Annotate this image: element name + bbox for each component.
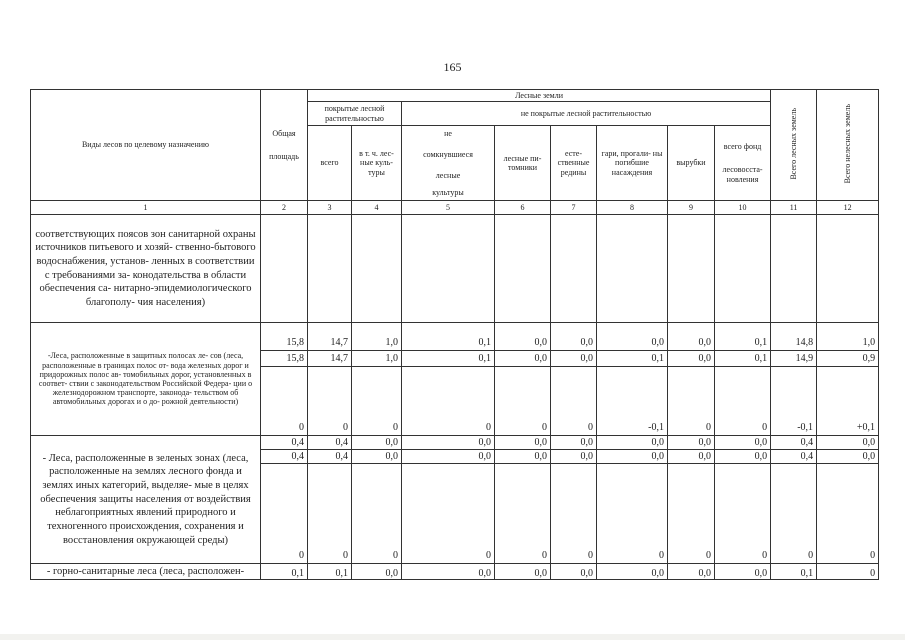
value: 0,0	[551, 436, 596, 450]
value: 0,4	[771, 436, 816, 450]
value: 0,0	[597, 564, 668, 580]
column-number: 5	[402, 201, 495, 215]
value: -0,1	[797, 422, 814, 433]
forest-lands-table	[30, 89, 879, 580]
value: 0,0	[817, 436, 878, 450]
value: 0,0	[495, 450, 550, 464]
value: 0	[393, 422, 398, 433]
value-cell	[715, 436, 771, 564]
row-description: - горно-санитарные леса (леса, расположен-	[31, 564, 261, 580]
value: 0,0	[715, 450, 770, 464]
table-cell	[597, 215, 668, 323]
value: 0	[588, 422, 593, 433]
value-cell	[261, 436, 308, 564]
value: 0,0	[352, 564, 402, 580]
value-cell	[817, 436, 879, 564]
value: 0	[659, 550, 664, 561]
value: 0	[706, 550, 711, 561]
value-cell	[308, 323, 352, 436]
header-not-covered: не покрытые лесной растительностью	[402, 102, 771, 126]
value: 0	[808, 550, 814, 561]
value: 0,4	[308, 436, 351, 450]
page-number: 165	[443, 60, 462, 74]
value: 0	[299, 550, 304, 561]
column-number: 6	[495, 201, 551, 215]
value-cell	[352, 436, 402, 564]
column-number: 12	[817, 201, 879, 215]
value: 0	[343, 422, 348, 433]
table-row	[31, 436, 879, 564]
table-cell	[402, 215, 495, 323]
column-number: 8	[597, 201, 668, 215]
value: 1,0	[352, 351, 401, 367]
column-number: 10	[715, 201, 771, 215]
value-cell	[352, 323, 402, 436]
value: 0,0	[668, 436, 714, 450]
table-cell	[308, 215, 352, 323]
value: 0	[588, 550, 593, 561]
value: 0,0	[352, 436, 401, 450]
value: 0,1	[771, 564, 817, 580]
value: 0	[486, 550, 491, 561]
value-cell	[261, 323, 308, 436]
header-area-line2: площадь	[269, 152, 299, 161]
row-description: -Леса, расположенные в защитных полосах ле- сов (леса, расположенные в границах полос от- вода железных дорог и придорожных полос ав- томобильных дорог, установленных в соответ- ствии с законодательством Российской Федера- ции о железнодорожном транспорте, законода- тельством об автомобильных дорогах и о до- рожной деятельности)	[31, 323, 261, 436]
value: 0	[762, 550, 768, 561]
header-nurseries: лесные пи- томники	[495, 126, 551, 201]
table-cell	[771, 215, 817, 323]
page-edge	[0, 634, 905, 640]
value: 0,0	[495, 436, 550, 450]
value-cell	[551, 436, 597, 564]
value: 0	[486, 422, 491, 433]
value-cell	[668, 323, 715, 436]
table-cell	[261, 215, 308, 323]
table-cell	[551, 215, 597, 323]
column-number: 4	[352, 201, 402, 215]
value: 0,0	[668, 450, 714, 464]
value: 0,1	[597, 351, 667, 367]
value: 0	[762, 422, 768, 433]
value: +0,1	[856, 422, 876, 433]
header-not-closed-3: лесные	[435, 171, 461, 180]
header-natural-gaps: есте- ственные редины	[551, 126, 597, 201]
row-description: соответствующих поясов зон санитарной охраны источников питьевого и хозяй- ственно-бытового водоснабжения, установ- ленных в соответствии с требованиями за- конодательства в области обеспечения са- нитарно-эпидемиологического благополу- чия населения)	[31, 215, 261, 323]
header-not-closed	[402, 126, 495, 201]
value: 0,0	[597, 335, 667, 351]
value-cell	[597, 323, 668, 436]
value-cell	[771, 323, 817, 436]
header-total-nonforest	[817, 90, 879, 201]
value: 0	[870, 550, 876, 561]
value: 0,4	[308, 450, 351, 464]
header-type: Виды лесов по целевому назначению	[31, 90, 261, 201]
table-cell	[352, 215, 402, 323]
value: -0,1	[648, 422, 664, 433]
table-cell	[668, 215, 715, 323]
value: 14,7	[308, 335, 351, 351]
value: 0,0	[495, 335, 550, 351]
value: 0	[817, 564, 879, 580]
value: 0,0	[817, 450, 878, 464]
value-cell	[495, 323, 551, 436]
column-number: 2	[261, 201, 308, 215]
value: 0,0	[668, 351, 714, 367]
value: 0,0	[551, 335, 596, 351]
value-cell	[715, 323, 771, 436]
value: 0,0	[402, 450, 494, 464]
value: 0,0	[402, 564, 495, 580]
value: 1,0	[352, 335, 401, 351]
value: 0	[542, 422, 547, 433]
header-reforestation	[715, 126, 771, 201]
header-not-closed-4: культуры	[432, 188, 464, 198]
value: 0,0	[551, 564, 597, 580]
value-cell	[308, 436, 352, 564]
value: 0	[706, 422, 711, 433]
value: 0,0	[402, 436, 494, 450]
column-number: 3	[308, 201, 352, 215]
header-reforestation-2: лесовосста- новления	[722, 165, 763, 184]
value-cell	[668, 436, 715, 564]
value: 0,0	[668, 564, 715, 580]
value: 0	[299, 422, 304, 433]
header-covered-total: всего	[308, 126, 352, 201]
value-cell	[551, 323, 597, 436]
value-cell	[771, 436, 817, 564]
value-cell	[817, 323, 879, 436]
header-not-closed-2: сомкнувшиеся	[423, 149, 473, 159]
header-total-nonforest-text: Всего нелесных земель	[842, 104, 852, 184]
column-number: 1	[31, 201, 261, 215]
value: 0,0	[715, 564, 771, 580]
table-cell	[817, 215, 879, 323]
header-forest-lands: Лесные земли	[308, 90, 771, 102]
value: 1,0	[817, 335, 878, 351]
value: 14,9	[771, 351, 816, 367]
value: 0	[393, 550, 398, 561]
value: 0,4	[771, 450, 816, 464]
header-not-closed-1: не	[444, 128, 452, 138]
value-cell	[402, 323, 495, 436]
value: 14,7	[308, 351, 351, 367]
row-description: - Леса, расположенные в зеленых зонах (леса, расположенные на землях лесного фонда и землях иных категорий, выделяе- мые в целях обеспечения защиты населения от воздействия неблагоприятных явлений природного и техногенного происхождения, сохранения и восстановления окружающей среды)	[31, 436, 261, 564]
value: 0,1	[308, 564, 352, 580]
value-cell	[597, 436, 668, 564]
value: 0,9	[817, 351, 878, 367]
header-burnt: гари, прогали- ны погибшие насаждения	[597, 126, 668, 201]
header-area-line1: Общая	[272, 128, 296, 138]
column-number: 11	[771, 201, 817, 215]
header-reforestation-1: всего фонд	[723, 142, 762, 152]
value: 15,8	[261, 335, 307, 351]
value: 0,1	[402, 351, 494, 367]
value: 0,1	[402, 335, 494, 351]
value: 0,4	[261, 450, 307, 464]
column-number: 7	[551, 201, 597, 215]
value: 0,0	[668, 335, 714, 351]
value: 0,0	[551, 351, 596, 367]
value: 0,1	[261, 564, 308, 580]
value: 0,1	[715, 351, 770, 367]
header-covered: покрытые лесной растительностью	[308, 102, 402, 126]
value: 0,0	[495, 351, 550, 367]
value-cell	[495, 436, 551, 564]
value: 0,4	[261, 436, 307, 450]
value-cell	[402, 436, 495, 564]
value: 0,0	[597, 450, 667, 464]
table-row	[31, 564, 879, 580]
header-total-forest-text: Всего лесных земель	[788, 108, 798, 180]
value: 0	[542, 550, 547, 561]
table-row	[31, 323, 879, 436]
value: 0,0	[715, 436, 770, 450]
table-cell	[715, 215, 771, 323]
value: 0,1	[715, 335, 770, 351]
value: 0,0	[352, 450, 401, 464]
value: 0	[343, 550, 348, 561]
value: 0,0	[597, 436, 667, 450]
header-clearings: вырубки	[668, 126, 715, 201]
header-area	[261, 90, 308, 201]
header-total-forest	[771, 90, 817, 201]
header-covered-planted: в т. ч. лес- ные куль- туры	[352, 126, 402, 201]
column-number: 9	[668, 201, 715, 215]
value: 0,0	[551, 450, 596, 464]
table-cell	[495, 215, 551, 323]
value: 0,0	[495, 564, 551, 580]
value: 14,8	[771, 335, 816, 351]
value: 15,8	[261, 351, 307, 367]
